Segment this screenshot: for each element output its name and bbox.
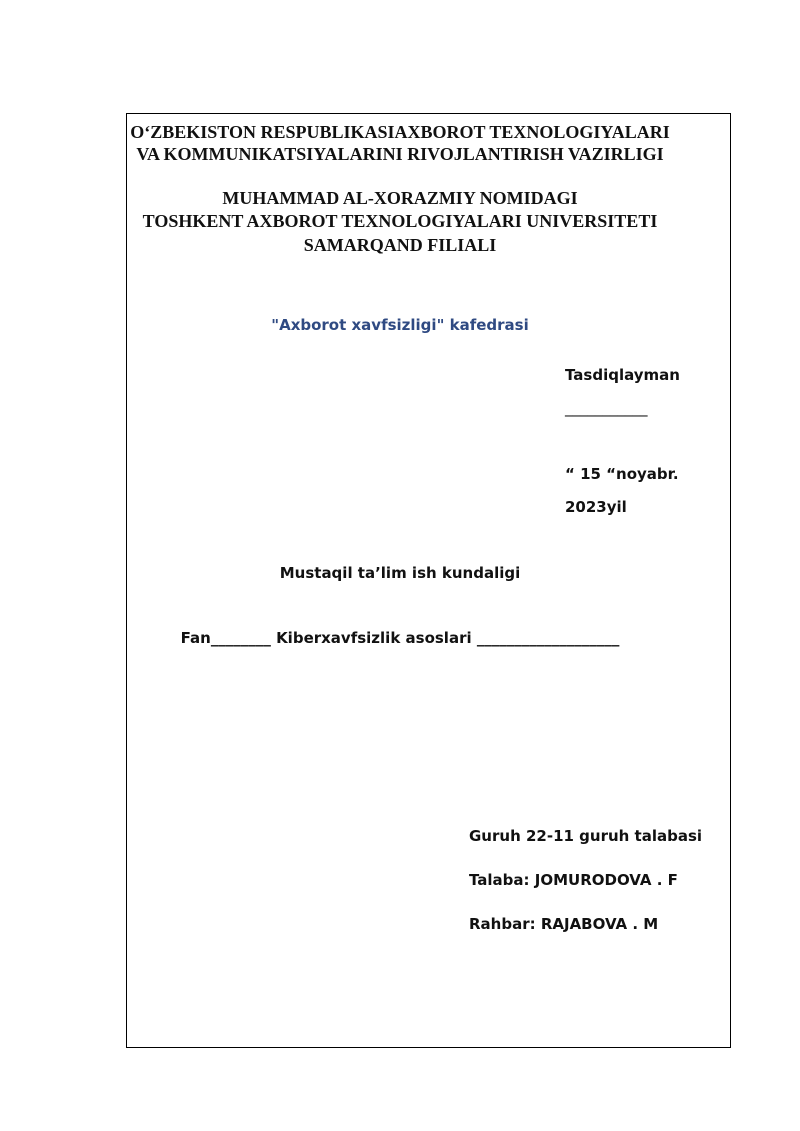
ministry-line-1: O‘ZBEKISTON RESPUBLIKASIAXBOROT TEXNOLOGIYALARI — [130, 122, 670, 142]
student-name: Talaba: JOMURODOVA . F — [469, 871, 678, 889]
ministry-line-2: VA KOMMUNIKATSIYALARINI RIVOJLANTIRISH VAZIRLIGI — [136, 144, 664, 164]
student-group: Guruh 22-11 guruh talabasi — [469, 827, 703, 845]
approval-year: 2023yil — [565, 498, 627, 516]
department-name: "Axborot xavfsizligi" kafedrasi — [271, 316, 529, 334]
university-line-1: MUHAMMAD AL-XORAZMIY NOMIDAGI — [222, 188, 578, 208]
university-line-2: TOSHKENT AXBOROT TEXNOLOGIYALARI UNIVERSITETI — [142, 211, 658, 231]
university-line-3: SAMARQAND FILIALI — [303, 235, 497, 255]
approval-signature-line: ___________ — [565, 399, 648, 417]
approval-label: Tasdiqlayman — [565, 366, 680, 384]
approval-date: “ 15 “noyabr. — [565, 465, 679, 483]
supervisor-name: Rahbar: RAJABOVA . M — [469, 915, 659, 933]
subject-line: Fan________ Kiberxavfsizlik asoslari ___________________ — [180, 629, 620, 647]
document-title: Mustaqil ta’lim ish kundaligi — [279, 564, 521, 582]
